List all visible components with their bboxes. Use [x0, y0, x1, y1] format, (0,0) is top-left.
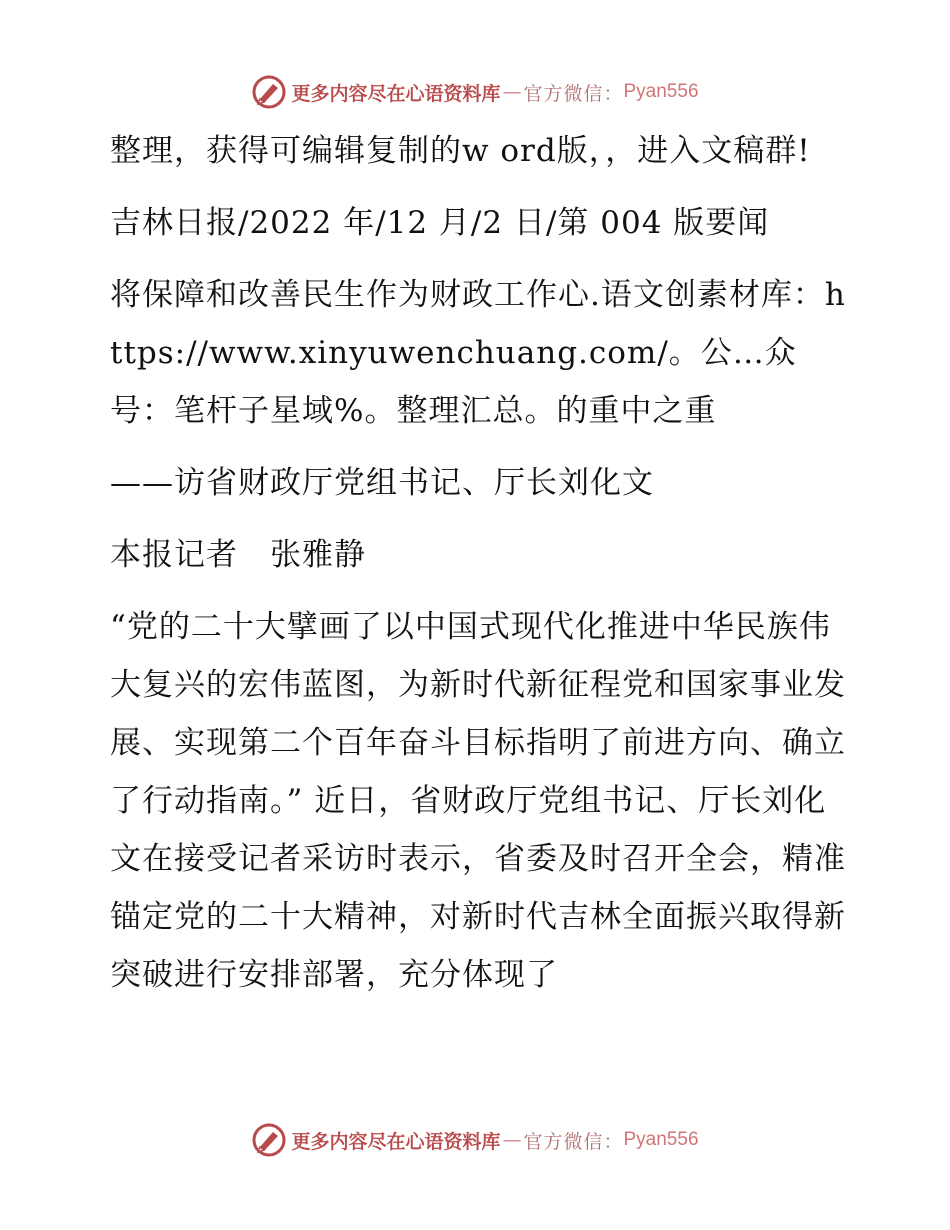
source-line: 吉林日报/2022 年/12 月/2 日/第 004 版要闻 [110, 205, 770, 241]
header-watermark [0, 72, 950, 112]
watermark-dash: — [502, 81, 522, 103]
watermark-sub: 官方微信： [523, 1130, 624, 1153]
article-title: 将保障和改善民生作为财政工作心.语文创素材库：https://www.xinyuwenchuang.com/。公…众号：笔杆子星域%。整理汇总。的重中之重 [110, 277, 846, 429]
watermark-sub: 官方微信： [523, 82, 624, 105]
body-paragraph: “党的二十大擘画了以中国式现代化推进中华民族伟大复兴的宏伟蓝图，为新时代新征程党和国家事业发展、实现第二个百年奋斗目标指明了前进方向、确立了行动指南。” 近日，省财政厅党组书记、厅长刘化文在接受记者采访时表示，省委及时召开全会，精准锚定党的二十大精神，对新时代吉林全面振兴取得新突破进行安排部署，充分体现了 [110, 609, 846, 993]
article-subtitle: ——访省财政厅党组书记、厅长刘化文 [110, 465, 654, 501]
watermark-id: Pyan556 [623, 81, 699, 102]
byline: 本报记者 张雅静 [110, 537, 366, 573]
watermark-lead: 更多内容尽在心语资料库 [291, 82, 501, 105]
pen-logo-icon [251, 74, 287, 110]
footer-watermark [0, 1120, 950, 1160]
intro-paragraph: 整理，获得可编辑复制的w ord版，，进入文稿群! [110, 133, 811, 169]
pen-logo-icon [251, 1122, 287, 1158]
watermark-lead: 更多内容尽在心语资料库 [291, 1130, 501, 1153]
watermark-id: Pyan556 [623, 1129, 699, 1150]
watermark-dash: — [502, 1129, 522, 1151]
document-body [98, 122, 858, 1018]
